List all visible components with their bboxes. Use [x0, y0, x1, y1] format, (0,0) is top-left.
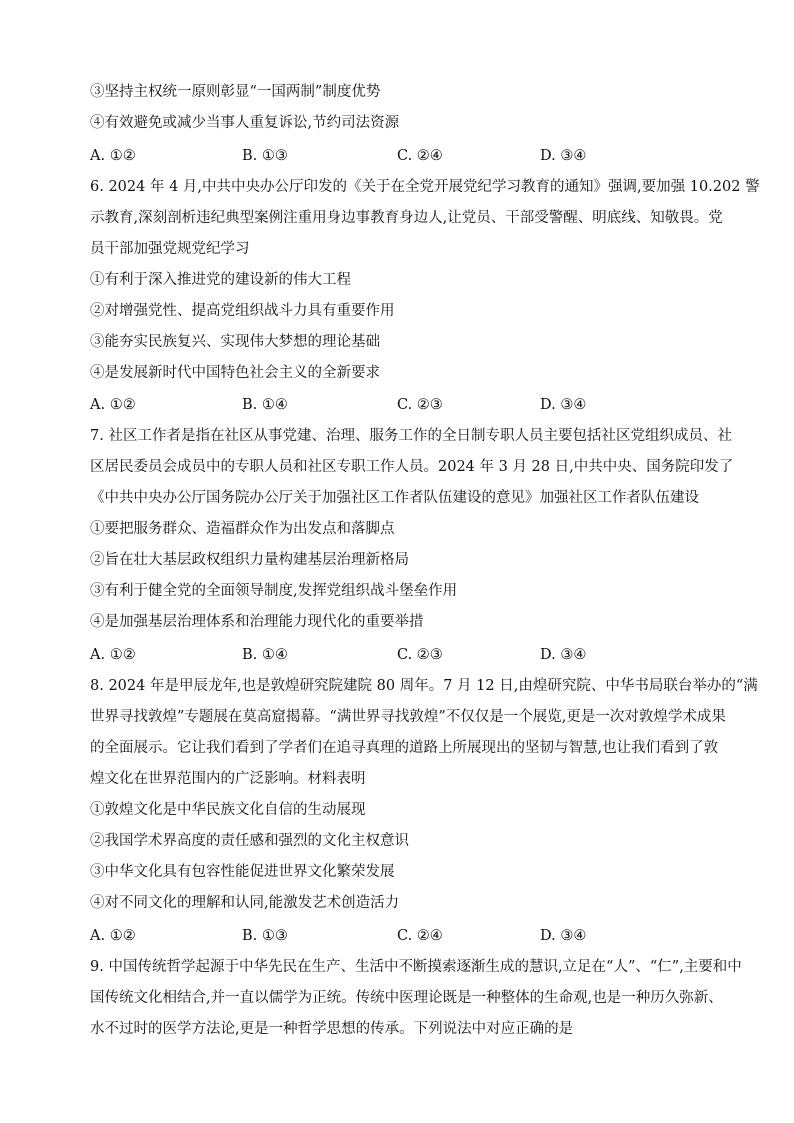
q8-item-2: ②我国学术界高度的责任感和强烈的文化主权意识 [90, 833, 409, 849]
q9-stem-line-1: 9. 中国传统哲学起源于中华先民在生产、生活中不断摸索逐渐生成的慧识,立足在“人”、“仁”,主要和中 [90, 959, 742, 975]
q6-item-3: ③能夯实民族复兴、实现伟大梦想的理论基础 [90, 334, 380, 350]
q7-stem-line-2: 区居民委员会成员中的专职人员和社区专职工作人员。2024 年 3 月 28 日,中共中央、国务院印发了 [90, 459, 734, 475]
q8-stem-line-2: 世界寻找敦煌”专题展在莫高窟揭幕。“满世界寻找敦煌”不仅仅是一个展览,更是一次对敦煌学术成果 [90, 709, 726, 725]
q7-stem-line-1: 7. 社区工作者是指在社区从事党建、治理、服务工作的全日制专职人员主要包括社区党组织成员、社 [90, 428, 732, 444]
q9-stem-line-2: 国传统文化相结合,并一直以儒学为正统。传统中医理论既是一种整体的生命观,也是一种历久弥新、 [90, 990, 723, 1006]
q8-item-4: ④对不同文化的理解和认同,能激发艺术创造活力 [90, 895, 400, 911]
q6-option-d[interactable]: D. ③④ [540, 397, 587, 413]
q5-item-3: ③坚持主权统一原则彰显“一国两制”制度优势 [90, 84, 381, 100]
q8-option-a[interactable]: A. ①② [90, 928, 136, 944]
q5-option-a[interactable]: A. ①② [90, 148, 136, 164]
q6-option-b[interactable]: B. ①④ [242, 397, 288, 413]
q6-item-1: ①有利于深入推进党的建设新的伟大工程 [90, 272, 351, 288]
q6-item-2: ②对增强党性、提高党组织战斗力具有重要作用 [90, 303, 395, 319]
q6-option-a[interactable]: A. ①② [90, 397, 136, 413]
q7-option-a[interactable]: A. ①② [90, 647, 136, 663]
q5-option-d[interactable]: D. ③④ [540, 148, 587, 164]
q6-stem-line-3: 员干部加强党规党纪学习 [90, 241, 250, 257]
q7-item-2: ②旨在壮大基层政权组织力量构建基层治理新格局 [90, 552, 409, 568]
q7-option-c[interactable]: C. ②③ [397, 647, 443, 663]
q6-option-c[interactable]: C. ②③ [397, 397, 443, 413]
q8-option-c[interactable]: C. ②④ [397, 928, 443, 944]
q8-item-1: ①敦煌文化是中华民族文化自信的生动展现 [90, 802, 366, 818]
q8-option-d[interactable]: D. ③④ [540, 928, 587, 944]
q8-option-b[interactable]: B. ①③ [242, 928, 288, 944]
q5-item-4: ④有效避免或减少当事人重复诉讼,节约司法资源 [90, 115, 400, 131]
q8-stem-line-3: 的全面展示。它让我们看到了学者们在追寻真理的道路上所展现出的坚韧与智慧,也让我们看到了敦 [90, 740, 719, 756]
q8-item-3: ③中华文化具有包容性能促进世界文化繁荣发展 [90, 864, 395, 880]
q7-option-d[interactable]: D. ③④ [540, 647, 587, 663]
q5-option-b[interactable]: B. ①③ [242, 148, 288, 164]
q8-stem-line-4: 煌文化在世界范围内的广泛影响。材料表明 [90, 771, 366, 787]
q7-item-3: ③有利于健全党的全面领导制度,发挥党组织战斗堡垒作用 [90, 583, 458, 599]
q9-stem-line-3: 水不过时的医学方法论,更是一种哲学思想的传承。下列说法中对应正确的是 [90, 1021, 574, 1037]
q6-item-4: ④是发展新时代中国特色社会主义的全新要求 [90, 365, 380, 381]
q5-option-c[interactable]: C. ②④ [397, 148, 443, 164]
q7-option-b[interactable]: B. ①④ [242, 647, 288, 663]
q7-item-1: ①要把服务群众、造福群众作为出发点和落脚点 [90, 521, 395, 537]
q8-stem-line-1: 8. 2024 年是甲辰龙年,也是敦煌研究院建院 80 周年。7 月 12 日,由煌研究院、中华书局联台举办的“满 [90, 678, 758, 694]
q6-stem-line-2: 示教育,深刻剖析违纪典型案例注重用身边事教育身边人,让党员、干部受警醒、明底线、知敬畏。党 [90, 210, 723, 226]
q7-stem-line-3: 《中共中央办公厅国务院办公厅关于加强社区工作者队伍建设的意见》加强社区工作者队伍建设 [90, 490, 699, 506]
q7-item-4: ④是加强基层治理体系和治理能力现代化的重要举措 [90, 614, 424, 630]
q6-stem-line-1: 6. 2024 年 4 月,中共中央办公厅印发的《关于在全党开展党纪学习教育的通知》强调,要加强 10.202 警 [90, 179, 760, 195]
